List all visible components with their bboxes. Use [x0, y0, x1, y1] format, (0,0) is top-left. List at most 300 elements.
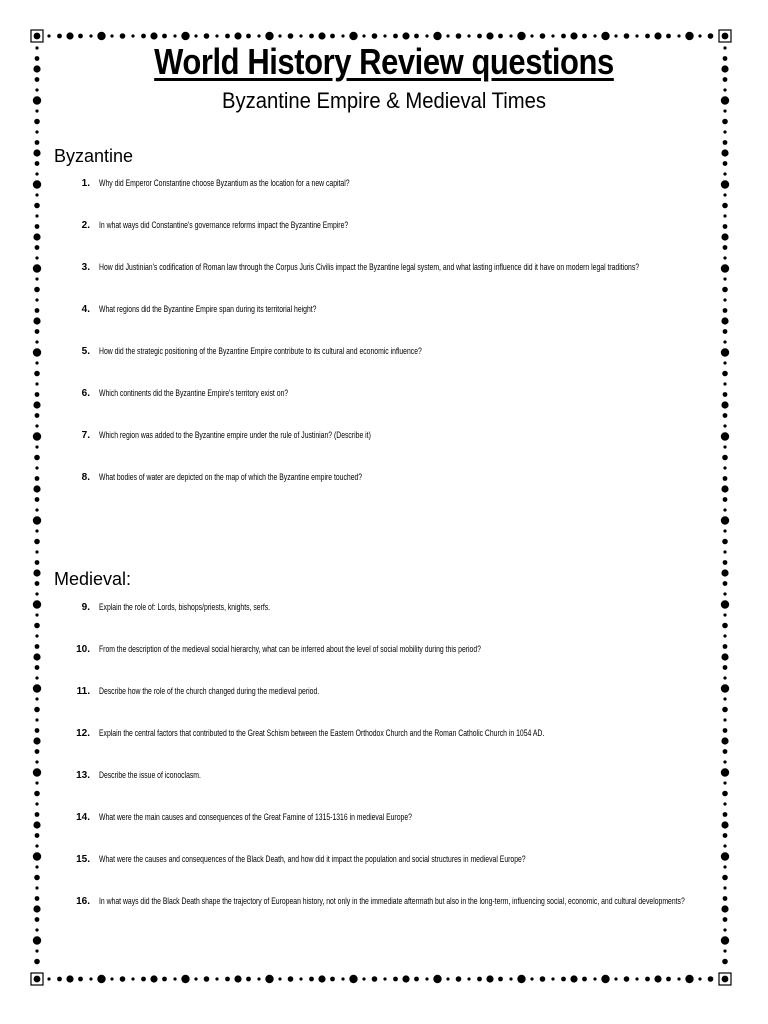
question-text: Why did Emperor Constantine choose Byzantium as the location for a new capital?	[99, 178, 350, 189]
border-dot	[33, 569, 40, 576]
border-dot	[225, 977, 230, 982]
border-dot	[110, 977, 113, 980]
border-dot	[383, 977, 386, 980]
question-number: 11.	[76, 686, 90, 697]
border-corner-dot	[34, 33, 41, 40]
border-dot	[162, 977, 167, 982]
border-dot	[309, 977, 314, 982]
question-item	[66, 643, 706, 657]
border-dot	[35, 161, 40, 166]
border-dot	[35, 917, 40, 922]
border-dot	[721, 264, 729, 272]
section-heading-byzantine: Byzantine	[54, 146, 134, 166]
border-dot	[215, 977, 218, 980]
page-subtitle: Byzantine Empire & Medieval Times	[222, 88, 546, 113]
border-corner-dot	[34, 976, 41, 983]
border-dot	[723, 886, 726, 889]
border-dot	[722, 371, 728, 377]
border-dot	[721, 233, 728, 240]
border-dot	[35, 245, 40, 250]
border-dot	[173, 34, 176, 37]
border-dot	[722, 791, 728, 797]
question-text: What were the causes and consequences of the Black Death, and how did it impact the population and social structures in medieval Europe?	[99, 854, 526, 865]
border-dot	[698, 34, 701, 37]
border-dot	[341, 34, 344, 37]
border-dot	[194, 34, 197, 37]
border-dot	[372, 33, 378, 39]
border-dot	[425, 34, 428, 37]
border-dot	[723, 749, 728, 754]
border-dot	[35, 172, 38, 175]
section-heading-medieval: Medieval:	[54, 569, 132, 589]
border-dot	[330, 977, 335, 982]
border-dot	[35, 340, 38, 343]
border-dot	[645, 34, 650, 39]
border-dot	[110, 34, 113, 37]
border-dot	[402, 975, 409, 982]
question-text: Which region was added to the Byzantine empire under the rule of Justinian? (Describe it)	[99, 430, 371, 441]
question-item	[66, 429, 706, 443]
question-item	[66, 345, 706, 359]
border-dot	[35, 560, 40, 565]
border-dot	[35, 697, 38, 700]
border-dot	[34, 203, 40, 209]
border-dot	[721, 516, 729, 524]
border-dot	[35, 728, 40, 733]
border-dot	[33, 684, 41, 692]
border-dot	[234, 32, 241, 39]
border-dot	[150, 32, 157, 39]
border-dot	[723, 896, 728, 901]
border-dot	[299, 977, 302, 980]
border-dot	[257, 977, 260, 980]
border-dot	[35, 896, 40, 901]
question-text: Describe how the role of the church changed during the medieval period.	[99, 686, 320, 697]
border-dot	[723, 665, 728, 670]
border-dot	[635, 34, 638, 37]
border-dot	[722, 455, 728, 461]
border-dot	[624, 976, 630, 982]
border-dot	[721, 485, 728, 492]
border-dot	[685, 975, 693, 983]
border-dot	[35, 550, 38, 553]
border-dot	[654, 975, 661, 982]
border-dot	[393, 34, 398, 39]
question-text: How did Justinian's codification of Roman law through the Corpus Juris Civilis impact the Byzantine legal system, and what lasting influence did it have on modern legal traditions?	[99, 262, 640, 273]
border-dot	[35, 256, 38, 259]
border-dot	[362, 977, 365, 980]
border-dot	[666, 34, 671, 39]
question-item	[66, 219, 706, 233]
border-dot	[393, 977, 398, 982]
border-dot	[35, 718, 38, 721]
border-dot	[34, 119, 40, 125]
border-dot	[34, 623, 40, 629]
border-dot	[593, 34, 596, 37]
border-dot	[723, 424, 726, 427]
border-dot	[723, 497, 728, 502]
border-dot	[34, 287, 40, 293]
border-dot	[498, 977, 503, 982]
border-dot	[35, 130, 38, 133]
border-dot	[35, 928, 38, 931]
border-dot	[78, 34, 83, 39]
border-dot	[486, 975, 493, 982]
border-dot	[425, 977, 428, 980]
border-dot	[723, 161, 728, 166]
border-dot	[723, 728, 728, 733]
border-dot	[530, 977, 533, 980]
border-dot	[614, 34, 617, 37]
border-dot	[601, 32, 609, 40]
border-dot	[349, 32, 357, 40]
border-dot	[721, 653, 728, 660]
question-number: 15.	[76, 854, 90, 865]
border-dot	[635, 977, 638, 980]
border-dot	[721, 768, 729, 776]
border-dot	[89, 977, 92, 980]
border-dot	[723, 802, 726, 805]
border-dot	[721, 600, 729, 608]
border-dot	[723, 949, 726, 952]
border-dot	[723, 56, 728, 61]
border-dot	[35, 361, 38, 364]
border-dot	[723, 928, 726, 931]
border-dot	[89, 34, 92, 37]
border-dot	[35, 392, 40, 397]
border-dot	[614, 977, 617, 980]
border-dot	[35, 445, 38, 448]
question-item	[66, 177, 706, 191]
border-dot	[35, 56, 40, 61]
border-dot	[35, 634, 38, 637]
border-dot	[34, 707, 40, 713]
border-dot	[35, 844, 38, 847]
border-dot	[35, 382, 38, 385]
question-item	[66, 387, 706, 401]
border-dot	[723, 172, 726, 175]
border-dot	[35, 676, 38, 679]
border-dot	[33, 905, 40, 912]
border-dot	[721, 180, 729, 188]
border-dot	[540, 976, 546, 982]
border-dot	[723, 256, 726, 259]
border-dot	[723, 865, 726, 868]
border-dot	[722, 623, 728, 629]
border-dot	[402, 32, 409, 39]
border-dot	[721, 569, 728, 576]
border-dot	[723, 445, 726, 448]
border-dot	[33, 768, 41, 776]
border-dot	[723, 130, 726, 133]
border-dot	[330, 34, 335, 39]
border-dot	[33, 737, 40, 744]
border-dot	[723, 581, 728, 586]
border-dot	[721, 149, 728, 156]
border-dot	[685, 32, 693, 40]
border-dot	[288, 33, 294, 39]
question-number: 1.	[81, 178, 90, 189]
border-dot	[721, 852, 729, 860]
question-item	[66, 303, 706, 317]
border-dot	[722, 119, 728, 125]
border-dot	[723, 466, 726, 469]
border-dot	[723, 508, 726, 511]
border-dot	[723, 760, 726, 763]
question-number: 12.	[76, 728, 90, 739]
border-dot	[35, 497, 40, 502]
border-dot	[723, 214, 726, 217]
border-dot	[654, 32, 661, 39]
border-dot	[601, 975, 609, 983]
border-dot	[467, 977, 470, 980]
border-dot	[723, 361, 726, 364]
border-dot	[517, 32, 525, 40]
question-number: 4.	[81, 304, 90, 315]
border-dot	[530, 34, 533, 37]
border-dot	[35, 277, 38, 280]
question-number: 6.	[81, 388, 90, 399]
question-text: In what ways did Constantine's governance reforms impact the Byzantine Empire?	[99, 220, 349, 231]
border-dot	[383, 34, 386, 37]
border-dot	[645, 977, 650, 982]
question-item	[66, 601, 706, 615]
border-dot	[33, 401, 40, 408]
question-item	[66, 261, 706, 275]
border-dot	[722, 203, 728, 209]
border-dot	[582, 34, 587, 39]
border-dot	[723, 634, 726, 637]
question-number: 5.	[81, 346, 90, 357]
border-dot	[265, 32, 273, 40]
question-item	[66, 471, 706, 485]
border-dot	[162, 34, 167, 39]
border-dot	[34, 371, 40, 377]
question-item	[66, 895, 706, 909]
question-item	[66, 685, 706, 699]
border-dot	[318, 975, 325, 982]
border-dot	[721, 684, 729, 692]
border-dot	[120, 976, 126, 982]
border-dot	[723, 833, 728, 838]
border-dot	[677, 34, 680, 37]
border-dot	[33, 180, 41, 188]
border-dot	[723, 46, 726, 49]
border-dot	[723, 781, 726, 784]
border-dot	[33, 600, 41, 608]
border-dot	[722, 707, 728, 713]
border-dot	[570, 32, 577, 39]
border-dot	[141, 977, 146, 982]
border-dot	[708, 33, 714, 39]
border-dot	[721, 821, 728, 828]
border-dot	[204, 976, 210, 982]
border-dot	[722, 875, 728, 881]
border-dot	[78, 977, 83, 982]
border-dot	[246, 977, 251, 982]
border-dot	[723, 676, 726, 679]
border-dot	[372, 976, 378, 982]
border-dot	[517, 975, 525, 983]
border-dot	[723, 140, 728, 145]
border-dot	[498, 34, 503, 39]
border-dot	[722, 959, 728, 965]
border-dot	[66, 975, 73, 982]
border-dot	[141, 34, 146, 39]
page-title: World History Review questions	[154, 41, 614, 82]
border-dot	[723, 382, 726, 385]
border-dot	[723, 812, 728, 817]
border-dot	[35, 424, 38, 427]
border-dot	[723, 529, 726, 532]
border-dot	[265, 975, 273, 983]
border-dot	[33, 852, 41, 860]
border-dot	[723, 329, 728, 334]
border-dot	[35, 865, 38, 868]
border-dot	[723, 844, 726, 847]
border-dot	[35, 949, 38, 952]
border-dot	[34, 791, 40, 797]
border-dot	[35, 329, 40, 334]
question-item	[66, 811, 706, 825]
border-dot	[477, 34, 482, 39]
border-dot	[723, 224, 728, 229]
question-text: What were the main causes and consequences of the Great Famine of 1315-1316 in medieval Europe?	[99, 812, 412, 823]
border-dot	[35, 644, 40, 649]
border-dot	[723, 644, 728, 649]
border-dot	[33, 65, 40, 72]
border-dot	[723, 592, 726, 595]
border-dot	[446, 34, 449, 37]
border-dot	[341, 977, 344, 980]
border-dot	[33, 233, 40, 240]
question-item	[66, 853, 706, 867]
border-dot	[721, 936, 729, 944]
border-dot	[33, 485, 40, 492]
question-text: How did the strategic positioning of the Byzantine Empire contribute to its cultural and economic influence?	[99, 346, 422, 357]
border-dot	[582, 977, 587, 982]
border-dot	[723, 413, 728, 418]
question-text: What regions did the Byzantine Empire span during its territorial height?	[99, 304, 317, 315]
border-dot	[33, 653, 40, 660]
border-dot	[721, 65, 728, 72]
border-dot	[35, 613, 38, 616]
border-dot	[47, 977, 50, 980]
question-text: What bodies of water are depicted on the map of which the Byzantine empire touched?	[99, 472, 363, 483]
question-number: 7.	[81, 430, 90, 441]
border-dot	[698, 977, 701, 980]
border-dot	[551, 34, 554, 37]
question-number: 3.	[81, 262, 90, 273]
border-dot	[278, 977, 281, 980]
border-dot	[723, 193, 726, 196]
border-dot	[723, 550, 726, 553]
border-dot	[35, 214, 38, 217]
border-dot	[57, 34, 62, 39]
border-dot	[33, 821, 40, 828]
border-dot	[97, 32, 105, 40]
border-dot	[35, 886, 38, 889]
border-dot	[723, 718, 726, 721]
border-dot	[723, 340, 726, 343]
border-dot	[57, 977, 62, 982]
border-dot	[66, 32, 73, 39]
border-dot	[721, 432, 729, 440]
border-corner-dot	[722, 976, 729, 983]
border-dot	[722, 539, 728, 545]
border-dot	[299, 34, 302, 37]
border-dot	[723, 245, 728, 250]
border-dot	[723, 697, 726, 700]
border-dot	[35, 413, 40, 418]
border-dot	[34, 875, 40, 881]
border-dot	[477, 977, 482, 982]
border-dot	[414, 977, 419, 982]
border-dot	[35, 466, 38, 469]
border-dot	[708, 976, 714, 982]
border-dot	[246, 34, 251, 39]
question-number: 14.	[76, 812, 90, 823]
border-dot	[33, 348, 41, 356]
border-dot	[570, 975, 577, 982]
border-dot	[721, 401, 728, 408]
question-text: Explain the central factors that contributed to the Great Schism between the Eastern Orthodox Church and the Roman Catholic Church in 1054 AD.	[99, 728, 545, 739]
border-dot	[433, 975, 441, 983]
border-dot	[288, 976, 294, 982]
border-dot	[35, 760, 38, 763]
border-dot	[666, 977, 671, 982]
border-dot	[34, 539, 40, 545]
border-dot	[35, 833, 40, 838]
question-number: 16.	[76, 896, 90, 907]
border-dot	[723, 917, 728, 922]
border-dot	[318, 32, 325, 39]
border-dot	[723, 298, 726, 301]
border-dot	[349, 975, 357, 983]
border-dot	[35, 781, 38, 784]
border-dot	[509, 977, 512, 980]
border-dot	[723, 277, 726, 280]
question-item	[66, 727, 706, 741]
border-dot	[722, 287, 728, 293]
border-dot	[225, 34, 230, 39]
border-dot	[181, 32, 189, 40]
border-dot	[467, 34, 470, 37]
border-dot	[561, 34, 566, 39]
border-dot	[35, 224, 40, 229]
border-dot	[35, 812, 40, 817]
border-dot	[33, 936, 41, 944]
question-number: 9.	[81, 602, 90, 613]
border-dot	[721, 317, 728, 324]
border-dot	[34, 959, 40, 965]
border-dot	[362, 34, 365, 37]
border-dot	[723, 392, 728, 397]
border-dot	[97, 975, 105, 983]
question-number: 13.	[76, 770, 90, 781]
question-text: Describe the issue of iconoclasm.	[99, 770, 201, 781]
border-dot	[446, 977, 449, 980]
border-dot	[47, 34, 50, 37]
border-dot	[561, 977, 566, 982]
border-dot	[433, 32, 441, 40]
border-dot	[181, 975, 189, 983]
border-dot	[204, 33, 210, 39]
border-dot	[414, 34, 419, 39]
border-dot	[486, 32, 493, 39]
border-dot	[723, 613, 726, 616]
border-dot	[34, 455, 40, 461]
